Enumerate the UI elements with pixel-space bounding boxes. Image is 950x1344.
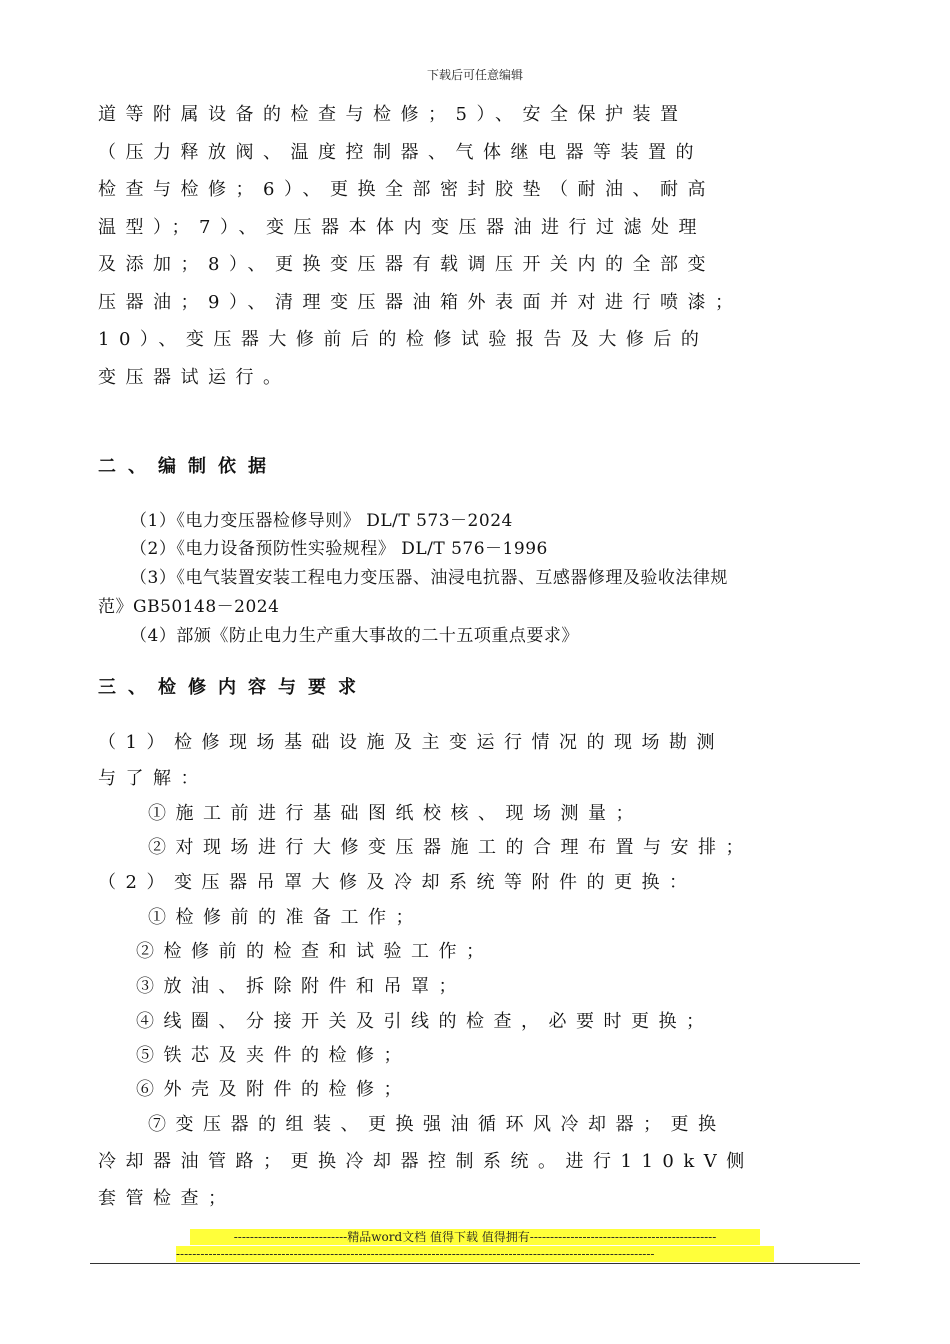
section-2-heading: 二、编制依据 (98, 456, 278, 477)
footer-banner: ----------------------------精品word文档 值得下载 值得拥有---------------------------------------------- (190, 1229, 760, 1245)
reference-item-3-cont: 范》GB50148－2024 (98, 597, 280, 617)
section-3-line-7: ②检修前的检查和试验工作； (136, 941, 494, 962)
intro-line-2: （压力释放阀、温度控制器、气体继电器等装置的 (98, 142, 703, 163)
footer-rule (90, 1263, 860, 1264)
section-3-line-9: ④线圈、分接开关及引线的检查，必要时更换； (136, 1011, 714, 1032)
section-3-line-11: ⑥外壳及附件的检修； (136, 1079, 411, 1100)
reference-item-1: （1）《电力变压器检修导则》 DL/T 573－2024 (130, 511, 513, 531)
page-header-note: 下载后可任意编辑 (426, 68, 523, 82)
section-3-line-1: （1）检修现场基础设施及主变运行情况的现场勘测 (98, 732, 724, 753)
intro-line-5: 及添加；8）、更换变压器有载调压开关内的全部变 (98, 254, 715, 275)
intro-line-6: 压器油；9）、清理变压器油箱外表面并对进行喷漆； (98, 292, 743, 313)
section-3-heading: 三、检修内容与要求 (98, 677, 368, 698)
reference-item-3: （3）《电气装置安装工程电力变压器、油浸电抗器、互感器修理及验收法律规 (130, 568, 728, 588)
reference-item-4: （4）部颁《防止电力生产重大事故的二十五项重点要求》 (130, 626, 579, 646)
section-3-line-5: （2）变压器吊罩大修及冷却系统等附件的更换： (98, 872, 697, 893)
section-3-line-14: 套管检查； (98, 1188, 236, 1209)
section-3-line-13: 冷却器油管路；更换冷却器控制系统。进行110kV侧 (98, 1151, 754, 1172)
intro-line-3: 检查与检修；6）、更换全部密封胶垫（耐油、耐高 (98, 179, 715, 200)
section-3-line-3: ①施工前进行基础图纸校核、现场测量； (148, 803, 643, 824)
intro-line-4: 温型）；7）、变压器本体内变压器油进行过滤处理 (98, 217, 706, 238)
intro-line-8: 变压器试运行。 (98, 367, 291, 388)
section-3-line-2: 与了解： (98, 768, 208, 789)
section-3-line-10: ⑤铁芯及夹件的检修； (136, 1045, 411, 1066)
footer-dashes: ---------------------------------------------------------------------------------------------------------------------- (176, 1246, 774, 1262)
reference-item-2: （2）《电力设备预防性实验规程》 DL/T 576－1996 (130, 539, 548, 559)
section-3-line-6: ①检修前的准备工作； (148, 907, 423, 928)
section-3-line-12: ⑦变压器的组装、更换强油循环风冷却器；更换 (148, 1114, 726, 1135)
section-3-line-8: ③放油、拆除附件和吊罩； (136, 976, 466, 997)
section-3-line-4: ②对现场进行大修变压器施工的合理布置与安排； (148, 837, 753, 858)
intro-line-1: 道等附属设备的检查与检修；5）、安全保护装置 (98, 104, 688, 125)
intro-line-7: 10）、变压器大修前后的检修试验报告及大修后的 (98, 329, 709, 350)
